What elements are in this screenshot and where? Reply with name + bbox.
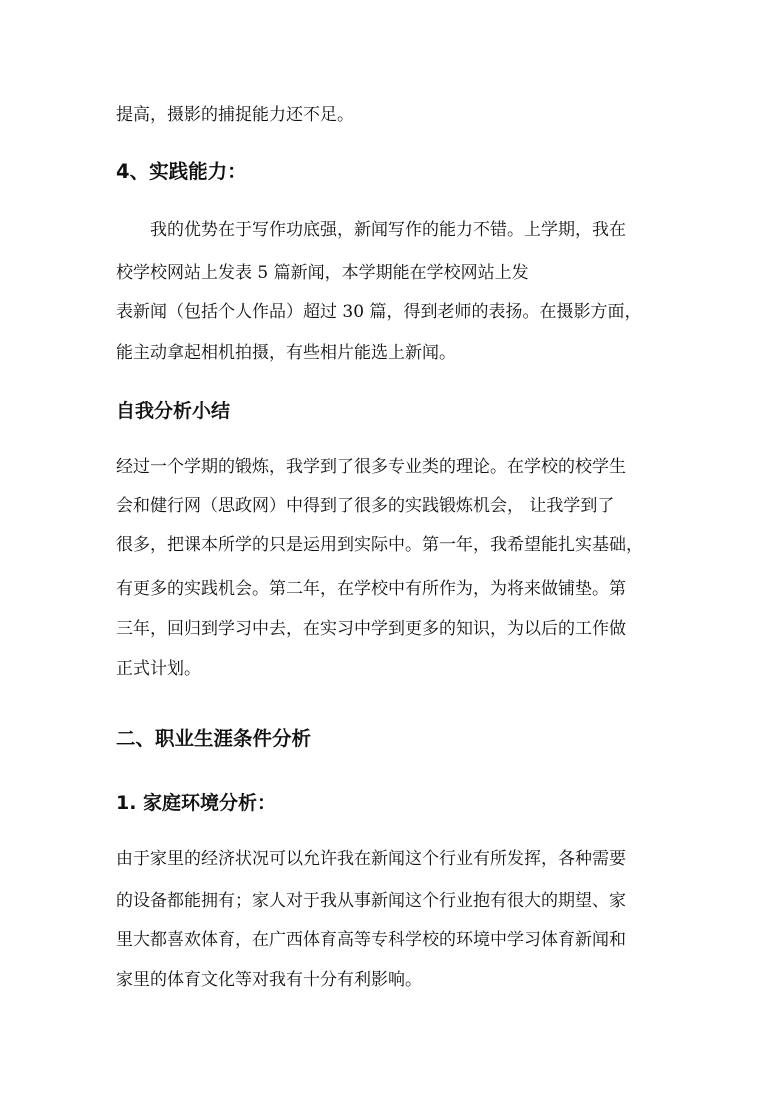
paragraph-line: 里大都喜欢体育，在广西体育高等专科学校的环境中学习体育新闻和 <box>116 930 626 950</box>
paragraph-line: 经过一个学期的锻炼，我学到了很多专业类的理论。在学校的校学生 <box>116 457 626 477</box>
paragraph-line: 的设备都能拥有；家人对于我从事新闻这个行业抱有很大的期望、家 <box>116 891 626 911</box>
section-heading-career-conditions: 二、职业生涯条件分析 <box>116 727 312 750</box>
paragraph-line: 由于家里的经济状况可以允许我在新闻这个行业有所发挥，各种需要 <box>116 849 626 869</box>
paragraph-line: 有更多的实践机会。第二年，在学校中有所作为，为将来做铺垫。第 <box>116 579 626 599</box>
paragraph-line: 校学校网站上发表 5 篇新闻，本学期能在学校网站上发 <box>116 263 529 283</box>
paragraph-line: 正式计划。 <box>116 659 201 679</box>
paragraph-line: 家里的体育文化等对我有十分有利影响。 <box>116 970 422 990</box>
paragraph-line: 很多，把课本所学的只是运用到实际中。第一年，我希望能扎实基础， <box>116 535 643 555</box>
paragraph-fragment: 提高，摄影的捕捉能力还不足。 <box>116 105 354 125</box>
paragraph-line: 表新闻（包括个人作品）超过 30 篇，得到老师的表扬。在摄影方面， <box>116 302 642 322</box>
section-heading-self-summary: 自我分析小结 <box>116 400 231 422</box>
section-heading-family-environment: 1. 家庭环境分析： <box>116 792 277 814</box>
paragraph-line: 会和健行网（思政网）中得到了很多的实践锻炼机会， 让我学到了 <box>116 496 615 516</box>
paragraph-line: 我的优势在于写作功底强，新闻写作的能力不错。上学期，我在 <box>150 220 626 240</box>
paragraph-line: 三年，回归到学习中去，在实习中学到更多的知识，为以后的工作做 <box>116 619 626 639</box>
section-heading-practical-ability: 4、实践能力： <box>116 160 247 183</box>
paragraph-line: 能主动拿起相机拍摄，有些相片能选上新闻。 <box>116 343 456 363</box>
